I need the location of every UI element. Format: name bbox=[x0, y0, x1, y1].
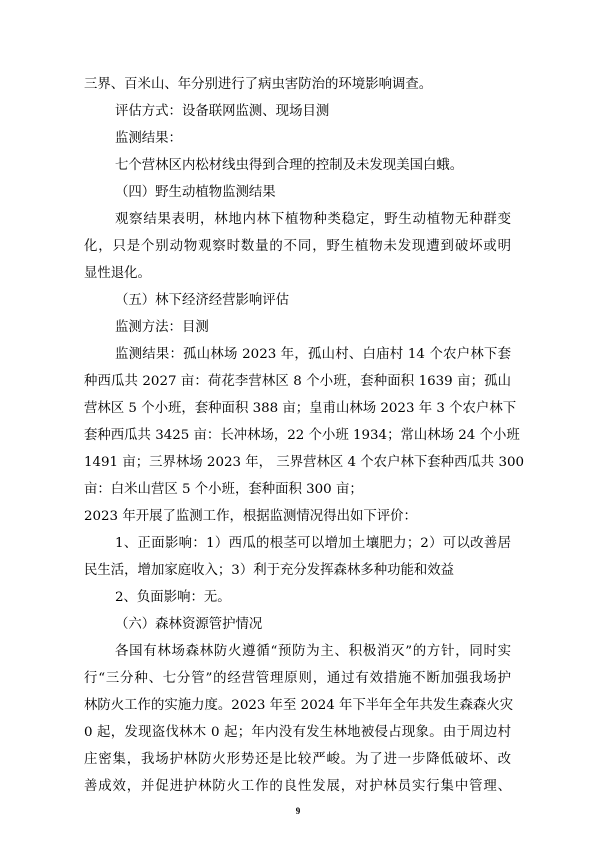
section-heading: （五）林下经济经营影响评估 bbox=[115, 293, 290, 308]
text-line: 显性退化。 bbox=[84, 266, 151, 281]
text-line: 评估方式：设备联网监测、现场目测 bbox=[115, 104, 330, 119]
text-line: 2、负面影响：无。 bbox=[115, 590, 231, 605]
text-line: 观察结果表明，林地内林下植物种类稳定，野生动植物无种群变 bbox=[115, 212, 511, 227]
text-line: 营林区 5 个小班，套种面积 388 亩；皇甫山林场 2023 年 3 个农户林下 bbox=[84, 401, 517, 416]
text-line: 七个营林区内松材线虫得到合理的控制及未发现美国白蛾。 bbox=[115, 158, 464, 173]
text-line: 监测结果： bbox=[115, 131, 182, 146]
text-line: 化，只是个别动物观察时数量的不同，野生植物未发现遭到破坏或明 bbox=[84, 239, 511, 254]
text-line: 庄密集，我场护林防火形势还是比较严峻。为了进一步降低破坏、改 bbox=[84, 752, 511, 767]
text-line: 善成效，并促进护林防火工作的良性发展，对护林员实行集中管理、 bbox=[84, 779, 511, 794]
text-line: 监测方法：目测 bbox=[115, 320, 209, 335]
text-line: 各国有林场森林防火遵循“预防为主、积极消灭”的方针，同时实 bbox=[115, 644, 511, 659]
text-line: 亩：白米山营区 5 个小班，套种面积 300 亩； bbox=[84, 482, 363, 497]
text-line: 林防火工作的实施力度。2023 年至 2024 年下半年全年共发生森森火灾 bbox=[84, 698, 514, 713]
text-line: 三界、百米山、年分别进行了病虫害防治的环境影响调查。 bbox=[84, 77, 433, 92]
text-line: 1491 亩；三界林场 2023 年， 三界营林区 4 个农户林下套种西瓜共 300 bbox=[84, 455, 525, 470]
text-line: 0 起，发现盗伐林木 0 起；年内没有发生林地被侵占现象。由于周边村 bbox=[84, 725, 511, 740]
text-line: 1、正面影响：1）西瓜的根茎可以增加土壤肥力；2）可以改善居 bbox=[115, 536, 511, 551]
text-line: 套种西瓜共 3425 亩：长冲林场，22 个小班 1934；常山林场 24 个小班 bbox=[84, 428, 520, 443]
text-line: 种西瓜共 2027 亩：荷花李营林区 8 个小班，套种面积 1639 亩；孤山 bbox=[84, 374, 511, 389]
text-line: 监测结果：孤山林场 2023 年，孤山村、白庙村 14 个农户林下套 bbox=[115, 347, 511, 362]
text-line: 行“三分种、七分管”的经营管理原则，通过有效措施不断加强我场护 bbox=[84, 671, 511, 686]
section-heading: （四）野生动植物监测结果 bbox=[115, 185, 276, 200]
section-heading: （六）森林资源管护情况 bbox=[115, 617, 263, 632]
text-line: 民生活，增加家庭收入；3）利于充分发挥森林多种功能和效益 bbox=[84, 563, 455, 578]
page-number: 9 bbox=[295, 806, 301, 816]
text-line: 2023 年开展了监测工作，根据监测情况得出如下评价： bbox=[84, 509, 417, 524]
